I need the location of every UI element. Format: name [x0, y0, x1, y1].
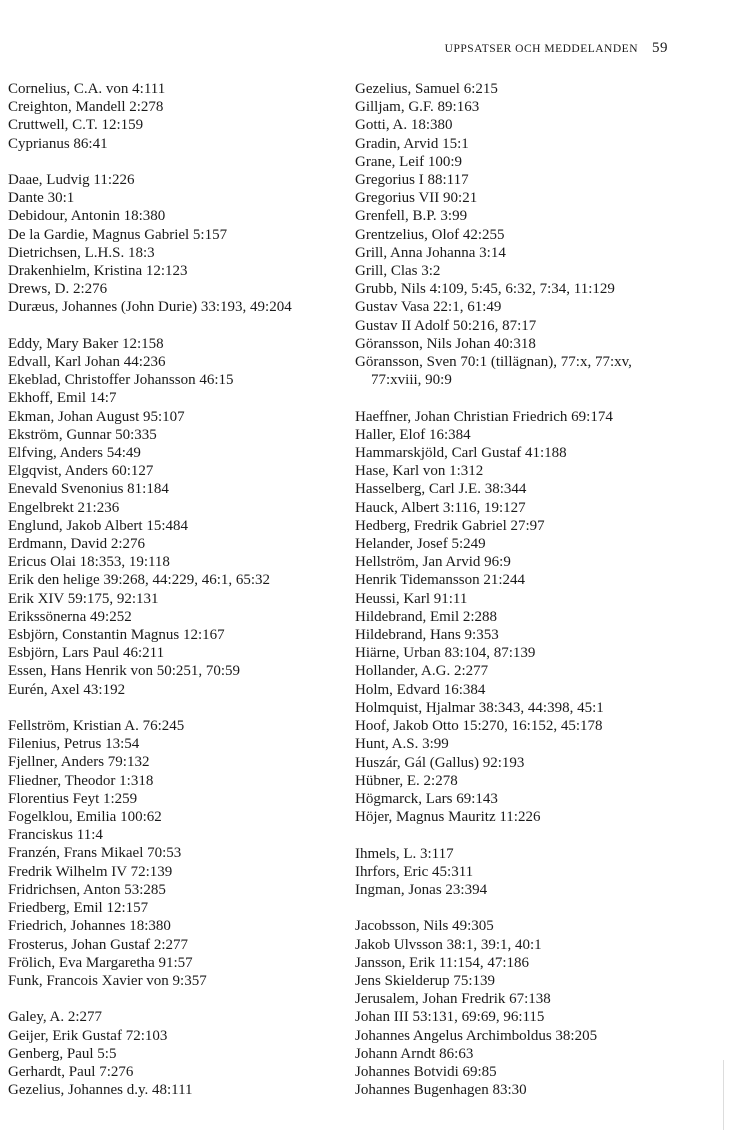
index-entry: Filenius, Petrus 13:54: [8, 736, 140, 753]
page-number: 59: [652, 40, 668, 56]
index-entry: De la Gardie, Magnus Gabriel 5:157: [8, 226, 228, 243]
index-entry: Galey, A. 2:277: [8, 1009, 103, 1026]
index-entry: Creighton, Mandell 2:278: [8, 99, 164, 116]
index-entry: Erik XIV 59:175, 92:131: [8, 590, 159, 607]
running-title: UPPSATSER OCH MEDDELANDEN: [444, 43, 638, 55]
index-entry: Holm, Edvard 16:384: [355, 681, 486, 698]
index-entry: Erik den helige 39:268, 44:229, 46:1, 65:32: [8, 572, 271, 589]
index-entry: Elfving, Anders 54:49: [8, 445, 141, 462]
index-entry: Ihrfors, Eric 45:311: [355, 863, 474, 880]
section-gap: [355, 899, 705, 917]
index-entry: Essen, Hans Henrik von 50:251, 70:59: [8, 663, 241, 680]
index-entry: Hase, Karl von 1:312: [355, 463, 484, 480]
section-gap: [8, 153, 348, 171]
index-entry: Ekström, Gunnar 50:335: [8, 426, 157, 443]
index-entry: Johannes Angelus Archimboldus 38:205: [355, 1027, 598, 1044]
index-entry: Frosterus, Johan Gustaf 2:277: [8, 936, 188, 953]
section-gap: [8, 699, 348, 717]
index-entry: Erikssönerna 49:252: [8, 608, 132, 625]
section-gap: [8, 990, 348, 1008]
index-entry: Funk, Francois Xavier von 9:357: [8, 972, 207, 989]
index-entry: Höjer, Magnus Mauritz 11:226: [355, 809, 541, 826]
index-entry: Edvall, Karl Johan 44:236: [8, 354, 166, 371]
index-entry: Jacobsson, Nils 49:305: [355, 918, 494, 935]
index-entry: Gotti, A. 18:380: [355, 117, 453, 134]
index-entry: Jakob Ulvsson 38:1, 39:1, 40:1: [355, 936, 542, 953]
index-entry: Grill, Anna Johanna 3:14: [355, 244, 506, 261]
index-entry: Göransson, Sven 70:1 (tillägnan), 77:x, 77:xv,: [355, 354, 632, 371]
index-entry: Hübner, E. 2:278: [355, 772, 458, 789]
index-entry: Hiärne, Urban 83:104, 87:139: [355, 645, 536, 662]
index-entry: Debidour, Antonin 18:380: [8, 208, 166, 225]
index-entry: Gezelius, Johannes d.y. 48:111: [8, 1082, 193, 1099]
index-entry: Jansson, Erik 11:154, 47:186: [355, 954, 530, 971]
index-entry: Högmarck, Lars 69:143: [355, 790, 498, 807]
index-entry: Gregorius I 88:117: [355, 172, 469, 189]
index-entry: Dietrichsen, L.H.S. 18:3: [8, 244, 155, 261]
index-entry: Johannes Bugenhagen 83:30: [355, 1082, 527, 1099]
index-entry: 77:xviii, 90:9: [371, 372, 452, 389]
index-entry: Hollander, A.G. 2:277: [355, 663, 489, 680]
running-header: [445, 40, 668, 57]
index-entry: Fliedner, Theodor 1:318: [8, 772, 154, 789]
index-entry: Hasselberg, Carl J.E. 38:344: [355, 481, 527, 498]
index-entry: Friedberg, Emil 12:157: [8, 900, 149, 917]
index-entry: Genberg, Paul 5:5: [8, 1045, 117, 1062]
index-entry: Hildebrand, Emil 2:288: [355, 608, 498, 625]
index-entry: Fogelklou, Emilia 100:62: [8, 809, 162, 826]
index-entry: Johann Arndt 86:63: [355, 1045, 474, 1062]
index-entry: Engelbrekt 21:236: [8, 499, 120, 516]
index-entry: Johannes Botvidi 69:85: [355, 1063, 497, 1080]
index-entry: Eurén, Axel 43:192: [8, 681, 126, 698]
index-entry: Fjellner, Anders 79:132: [8, 754, 150, 771]
index-column-left: [8, 80, 348, 1099]
index-entry: Gerhardt, Paul 7:276: [8, 1063, 134, 1080]
index-entry: Fredrik Wilhelm IV 72:139: [8, 863, 173, 880]
index-entry: Daae, Ludvig 11:226: [8, 172, 135, 188]
index-entry: Franzén, Frans Mikael 70:53: [8, 845, 182, 862]
index-entry: Gregorius VII 90:21: [355, 190, 478, 207]
index-entry: Hedberg, Fredrik Gabriel 27:97: [355, 517, 545, 534]
index-entry: Ingman, Jonas 23:394: [355, 881, 488, 898]
index-column-right: [355, 80, 705, 1099]
index-entry: Franciskus 11:4: [8, 827, 103, 844]
section-gap: [355, 826, 705, 844]
index-entry: Hauck, Albert 3:116, 19:127: [355, 499, 526, 516]
page-edge-line: [723, 1060, 724, 1130]
index-entry: Geijer, Erik Gustaf 72:103: [8, 1027, 168, 1044]
index-entry: Duræus, Johannes (John Durie) 33:193, 49:204: [8, 299, 292, 316]
index-entry: Jerusalem, Johan Fredrik 67:138: [355, 991, 551, 1008]
index-entry: Esbjörn, Lars Paul 46:211: [8, 645, 165, 662]
index-entry: Helander, Josef 5:249: [355, 536, 486, 553]
index-entry: Johan III 53:131, 69:69, 96:115: [355, 1009, 545, 1026]
index-entry: Eddy, Mary Baker 12:158: [8, 335, 164, 352]
index-entry: Enevald Svenonius 81:184: [8, 481, 169, 498]
index-entry: Henrik Tidemansson 21:244: [355, 572, 526, 589]
index-entry: Cruttwell, C.T. 12:159: [8, 117, 144, 134]
index-entry: Haeffner, Johan Christian Friedrich 69:174: [355, 408, 613, 425]
index-entry: Hellström, Jan Arvid 96:9: [355, 554, 511, 571]
index-entry: Cyprianus 86:41: [8, 135, 108, 152]
index-entry: Hoof, Jakob Otto 15:270, 16:152, 45:178: [355, 718, 603, 735]
index-entry: Ekman, Johan August 95:107: [8, 408, 185, 425]
index-entry: Dante 30:1: [8, 190, 75, 207]
index-entry: Grill, Clas 3:2: [355, 263, 441, 280]
section-gap: [8, 317, 348, 335]
index-entry: Ekeblad, Christoffer Johansson 46:15: [8, 372, 234, 389]
index-entry: Jens Skielderup 75:139: [355, 972, 495, 989]
index-entry: Drakenhielm, Kristina 12:123: [8, 263, 188, 280]
index-entry: Grubb, Nils 4:109, 5:45, 6:32, 7:34, 11:129: [355, 281, 615, 298]
index-entry: Grenfell, B.P. 3:99: [355, 208, 468, 225]
index-entry: Heussi, Karl 91:11: [355, 590, 468, 607]
index-entry: Holmquist, Hjalmar 38:343, 44:398, 45:1: [355, 699, 604, 716]
index-entry: Fellström, Kristian A. 76:245: [8, 718, 185, 735]
index-entry: Gustav II Adolf 50:216, 87:17: [355, 317, 537, 334]
index-entry: Englund, Jakob Albert 15:484: [8, 517, 188, 534]
index-entry: Friedrich, Johannes 18:380: [8, 918, 171, 935]
index-entry: Gustav Vasa 22:1, 61:49: [355, 299, 502, 316]
index-entry: Hammarskjöld, Carl Gustaf 41:188: [355, 445, 567, 462]
index-entry: Ihmels, L. 3:117: [355, 845, 454, 862]
index-entry: Ekhoff, Emil 14:7: [8, 390, 117, 407]
section-gap: [355, 389, 705, 407]
index-entry: Huszár, Gál (Gallus) 92:193: [355, 754, 525, 771]
index-entry: Esbjörn, Constantin Magnus 12:167: [8, 627, 225, 644]
index-entry: Erdmann, David 2:276: [8, 536, 146, 553]
index-entry: Frölich, Eva Margaretha 91:57: [8, 954, 193, 971]
index-entry: Gradin, Arvid 15:1: [355, 135, 469, 152]
index-entry: Hunt, A.S. 3:99: [355, 736, 449, 753]
index-entry: Florentius Feyt 1:259: [8, 790, 138, 807]
index-entry: Elgqvist, Anders 60:127: [8, 463, 154, 480]
index-entry: Grentzelius, Olof 42:255: [355, 226, 505, 243]
index-entry: Ericus Olai 18:353, 19:118: [8, 554, 170, 571]
index-entry: Fridrichsen, Anton 53:285: [8, 881, 166, 898]
index-entry: Haller, Elof 16:384: [355, 426, 471, 443]
index-entry: Gezelius, Samuel 6:215: [355, 81, 498, 97]
index-entry: Cornelius, C.A. von 4:111: [8, 81, 166, 97]
index-entry: Hildebrand, Hans 9:353: [355, 627, 499, 644]
index-entry: Göransson, Nils Johan 40:318: [355, 335, 536, 352]
index-entry: Grane, Leif 100:9: [355, 153, 463, 170]
index-entry: Drews, D. 2:276: [8, 281, 108, 298]
index-entry: Gilljam, G.F. 89:163: [355, 99, 480, 116]
